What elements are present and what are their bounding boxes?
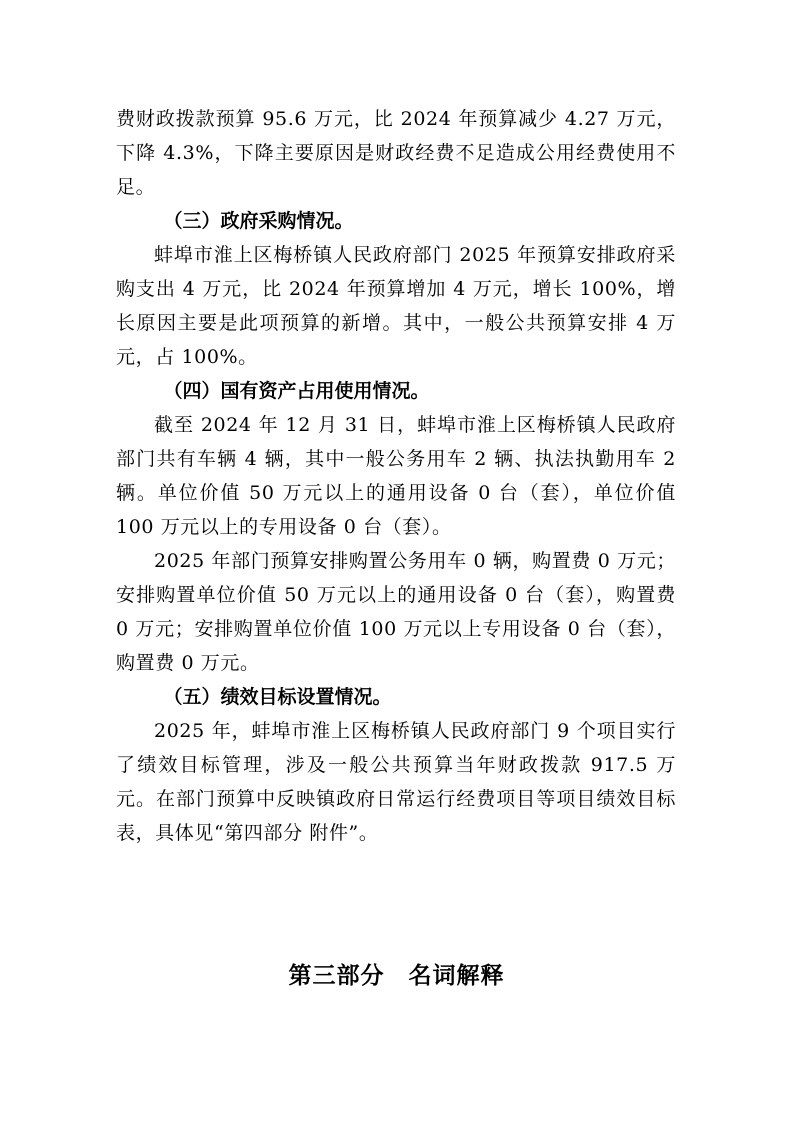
paragraph-assets-holdings: 截至 2024 年 12 月 31 日，蚌埠市淮上区梅桥镇人民政府部门共有车辆 4 辆，其中一般公务用车 2 辆、执法执勤用车 2 辆。单位价值 50 万元以上的通用设备 0 台（套），单位价值 100 万元以上的专用设备 0 台（套）。 bbox=[116, 414, 676, 538]
paragraph-assets-purchases: 2025 年部门预算安排购置公务用车 0 辆，购置费 0 万元；安排购置单位价值 50 万元以上的通用设备 0 台（套），购置费 0 万元；安排购置单位价值 100 万元以上专用设备 0 台（套），购置费 0 万元。 bbox=[116, 550, 676, 674]
heading-assets: （四）国有资产占用使用情况。 bbox=[163, 380, 430, 402]
heading-performance: （五）绩效目标设置情况。 bbox=[163, 686, 392, 708]
paragraph-carryover: 费财政拨款预算 95.6 万元，比 2024 年预算减少 4.27 万元，下降 4.3%，下降主要原因是财政经费不足造成公用经费使用不足。 bbox=[116, 108, 676, 198]
body-text bbox=[116, 102, 676, 850]
paragraph-performance: 2025 年，蚌埠市淮上区梅桥镇人民政府部门 9 个项目实行了绩效目标管理，涉及一般公共预算当年财政拨款 917.5 万元。在部门预算中反映镇政府日常运行经费项目等项目绩效目标表，具体见“第四部分 附件”。 bbox=[116, 720, 676, 844]
part-title: 第三部分 名词解释 bbox=[288, 963, 505, 989]
heading-procurement: （三）政府采购情况。 bbox=[163, 210, 354, 232]
paragraph-procurement: 蚌埠市淮上区梅桥镇人民政府部门 2025 年预算安排政府采购支出 4 万元，比 2024 年预算增加 4 万元，增长 100%，增长原因主要是此项预算的新增。其中，一般公共预算安排 4 万元，占 100%。 bbox=[116, 244, 676, 368]
